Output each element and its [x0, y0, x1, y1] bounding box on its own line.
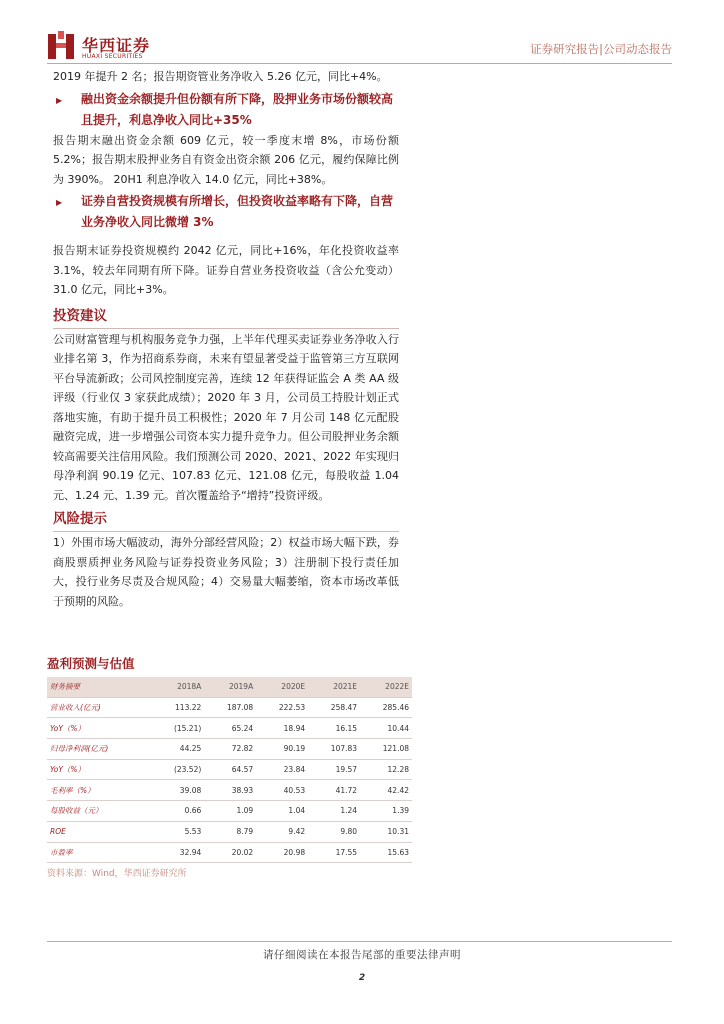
row-label: 营业收入(亿元) — [47, 697, 151, 718]
cell: 72.82 — [204, 739, 256, 760]
header-cell: 2020E — [256, 677, 308, 697]
cell: 17.55 — [308, 842, 360, 863]
cell: (15.21) — [151, 718, 205, 739]
table-source: 资料来源：Wind，华西证券研究所 — [47, 869, 187, 880]
footer-divider — [47, 941, 672, 942]
table-row — [47, 759, 412, 780]
table-row — [47, 801, 412, 822]
bullet-heading-text: 证券自营投资规模有所增长，但投资收益率略有下降，自营业务净收入同比微增 3% — [81, 194, 394, 229]
bullet-heading-proprietary — [53, 191, 399, 233]
cell: 9.42 — [256, 821, 308, 842]
row-label: 归母净利润(亿元) — [47, 739, 151, 760]
cell: 44.25 — [151, 739, 205, 760]
cell: 90.19 — [256, 739, 308, 760]
bullet-heading-margin — [53, 89, 399, 131]
cell: 258.47 — [308, 697, 360, 718]
table-row — [47, 697, 412, 718]
triangle-bullet-icon: ▶ — [56, 95, 63, 105]
cell: 23.84 — [256, 759, 308, 780]
header-divider — [47, 63, 672, 64]
cell: 64.57 — [204, 759, 256, 780]
cell: 8.79 — [204, 821, 256, 842]
cell: 12.28 — [360, 759, 412, 780]
forecast-section — [47, 656, 412, 879]
cell: 18.94 — [256, 718, 308, 739]
header-cell: 财务摘要 — [47, 677, 151, 697]
huaxi-logo-icon — [47, 31, 75, 61]
cell: 1.04 — [256, 801, 308, 822]
logo-name-en: HUAXI SECURITIES — [82, 53, 143, 60]
bullet-heading-text: 融出资金余额提升但份额有所下降，股押业务市场份额较高且提升，利息净收入同比+35% — [81, 91, 394, 127]
table-row — [47, 842, 412, 863]
intro-paragraph: 2019 年提升 2 名；报告期资管业务净收入 5.26 亿元，同比+4%。 — [53, 70, 388, 83]
row-label: 每股收益（元） — [47, 801, 151, 822]
row-label: YoY（%） — [47, 759, 151, 780]
header-cell: 2021E — [308, 677, 360, 697]
investment-title: 投资建议 — [53, 306, 399, 329]
cell: 5.53 — [151, 821, 205, 842]
row-label: 市盈率 — [47, 842, 151, 863]
table-row — [47, 780, 412, 801]
forecast-table — [47, 677, 412, 863]
main-content — [53, 67, 399, 611]
row-label: YoY（%） — [47, 718, 151, 739]
cell: 0.66 — [151, 801, 205, 822]
cell: 1.39 — [360, 801, 412, 822]
cell: 285.46 — [360, 697, 412, 718]
cell: 20.98 — [256, 842, 308, 863]
cell: 16.15 — [308, 718, 360, 739]
cell: 15.63 — [360, 842, 412, 863]
risk-title: 风险提示 — [53, 509, 399, 532]
triangle-bullet-icon: ▶ — [56, 198, 63, 207]
forecast-title: 盈利预测与估值 — [47, 656, 135, 671]
cell: 107.83 — [308, 739, 360, 760]
report-type: 证券研究报告|公司动态报告 — [530, 42, 672, 56]
cell: 9.80 — [308, 821, 360, 842]
cell: 10.44 — [360, 718, 412, 739]
cell: 65.24 — [204, 718, 256, 739]
investment-paragraph: 公司财富管理与机构服务竞争力强，上半年代理买卖证券业务净收入行业排名第 3，作为招商系券商，未来有望显著受益于监管第三方互联网平台导流新政；公司风控制度完善，连续 12 年获得证监会 A 类 AA 级评级（行业仅 3 家获此成绩）；2020 年 3 月，公司员工持股计划正式落地实施，有助于提升员工积极性；2020 年 7 月公司 148 亿元配股融资完成，进一步增强公司资本实力提升竞争力。但公司股押业务余额较高需要关注信用风险。我们预测公司 2020、2021、2022 年实现归母净利润 90.19 亿元、107.83 亿元、121.08 亿元，每股收益 1.04 元、1.24 元、1.39 元。首次覆盖给予“增持”投资评级。 — [53, 332, 399, 502]
cell: 20.02 — [204, 842, 256, 863]
risk-paragraph: 1）外围市场大幅波动，海外分部经营风险；2）权益市场大幅下跌，券商股票质押业务风险与证券投资业务风险；3）注册制下投行责任加大，投行业务尽责及合规风险；4）交易量大幅萎缩，资本市场改革低于预期的风险。 — [53, 536, 399, 608]
cell: 40.53 — [256, 780, 308, 801]
header-cell: 2018A — [151, 677, 205, 697]
cell: 187.08 — [204, 697, 256, 718]
table-row — [47, 821, 412, 842]
row-label: ROE — [47, 821, 151, 842]
cell: 121.08 — [360, 739, 412, 760]
cell: (23.52) — [151, 759, 205, 780]
cell: 19.57 — [308, 759, 360, 780]
logo-name-cn: 华西证券 — [82, 36, 151, 55]
cell: 42.42 — [360, 780, 412, 801]
footer-disclaimer: 请仔细阅读在本报告尾部的重要法律声明 — [263, 949, 461, 961]
header-cell: 2019A — [204, 677, 256, 697]
cell: 39.08 — [151, 780, 205, 801]
cell: 1.24 — [308, 801, 360, 822]
cell: 38.93 — [204, 780, 256, 801]
cell: 222.53 — [256, 697, 308, 718]
cell: 113.22 — [151, 697, 205, 718]
proprietary-paragraph: 报告期末证券投资规模约 2042 亿元，同比+16%，年化投资收益率 3.1%，较去年同期有所下降。证券自营业务投资收益（含公允变动）31.0 亿元，同比+3%。 — [53, 244, 399, 296]
cell: 1.09 — [204, 801, 256, 822]
cell: 41.72 — [308, 780, 360, 801]
table-header-row — [47, 677, 412, 697]
table-row — [47, 739, 412, 760]
page-header — [0, 0, 724, 70]
cell: 10.31 — [360, 821, 412, 842]
header-cell: 2022E — [360, 677, 412, 697]
table-row — [47, 718, 412, 739]
margin-paragraph: 报告期末融出资金余额 609 亿元，较一季度末增 8%，市场份额 5.2%；报告期末股押业务自有资金出资余额 206 亿元，履约保障比例为 390%。 20H1 利息净收入 14.0 亿元，同比+38%。 — [53, 133, 399, 186]
page-number: 2 — [358, 973, 366, 983]
cell: 32.94 — [151, 842, 205, 863]
row-label: 毛利率（%） — [47, 780, 151, 801]
